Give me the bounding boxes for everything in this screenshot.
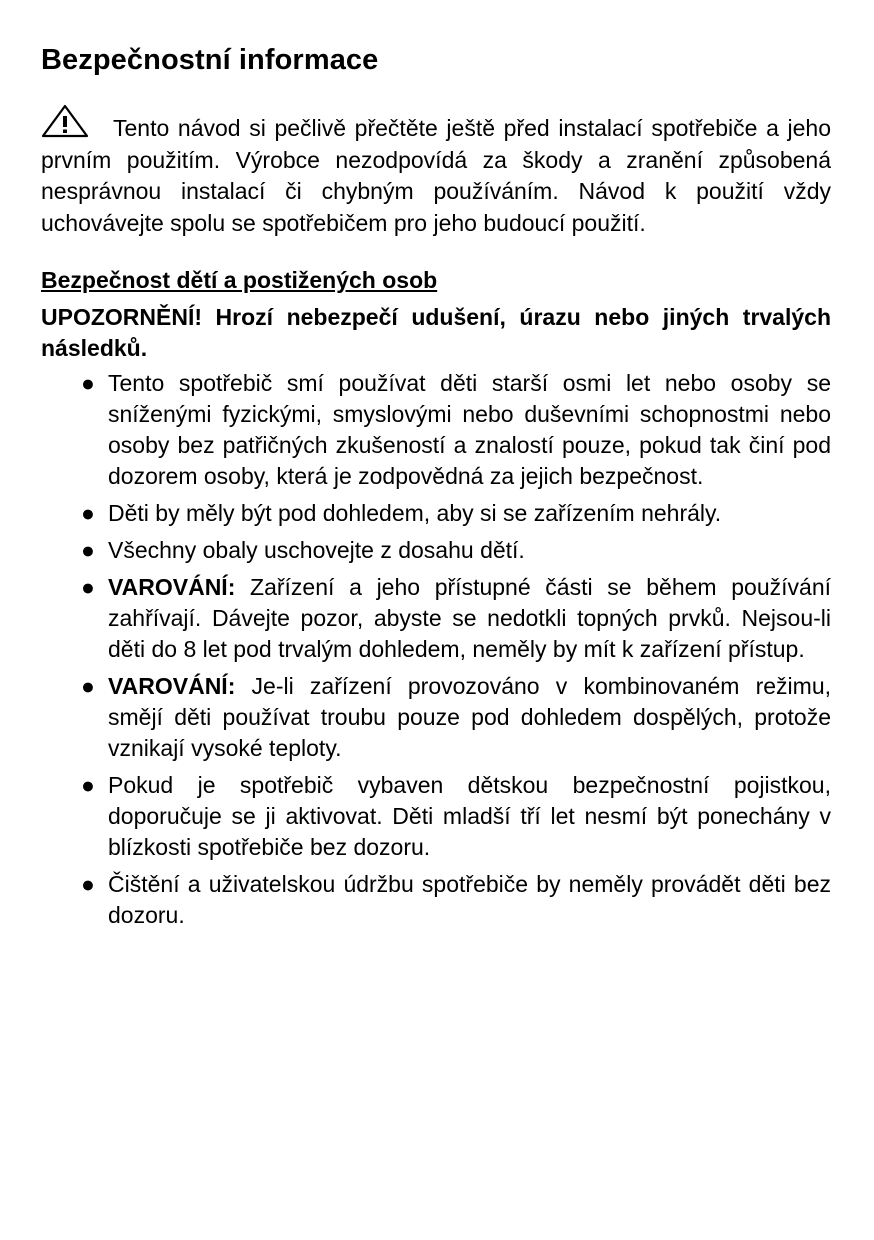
list-item-text: Děti by měly být pod dohledem, aby si se zařízením nehrály.: [108, 500, 722, 526]
bullet-icon: ●: [81, 673, 95, 699]
list-item-text: Zařízení a jeho přístupné části se během používání zahřívají. Dávejte pozor, abyste se nedotkli topných prvků. Nejsou-li děti do 8 let pod trvalým dohledem, neměly by mít k zařízení přístup.: [108, 574, 831, 662]
bullet-icon: ●: [81, 370, 95, 396]
list-item: [41, 869, 831, 931]
bullet-icon: ●: [81, 537, 95, 563]
list-item: [41, 572, 831, 665]
list-item-text: Pokud je spotřebič vybaven dětskou bezpečnostní pojistkou, doporučuje se ji aktivovat. Děti mladší tří let nesmí být ponechány v blízkosti spotřebiče bez dozoru.: [108, 772, 831, 860]
list-item-text: Všechny obaly uschovejte z dosahu dětí.: [108, 537, 525, 563]
intro-paragraph: [41, 104, 831, 239]
list-item: [41, 770, 831, 863]
section-title: Bezpečnostní informace: [41, 44, 379, 76]
bullet-icon: ●: [81, 871, 95, 897]
bullet-icon: ●: [81, 772, 95, 798]
caution-notice: UPOZORNĚNÍ! Hrozí nebezpečí udušení, úrazu nebo jiných trvalých následků.: [41, 304, 831, 361]
list-item-lead: VAROVÁNÍ:: [108, 673, 236, 699]
list-item-text: Čištění a uživatelskou údržbu spotřebiče by neměly provádět děti bez dozoru.: [108, 871, 831, 928]
warning-triangle-icon: [41, 104, 89, 138]
list-item-text: Je-li zařízení provozováno v kombinovaném režimu, smějí děti používat troubu pouze pod dohledem dospělých, protože vznikají vysoké teploty.: [108, 673, 831, 761]
list-item-text: Tento spotřebič smí používat děti starší osmi let nebo osoby se sníženými fyzickými, smyslovými nebo duševními schopnostmi nebo osoby bez patřičných zkušeností a znalostí pouze, pokud tak činí pod dozorem osoby, která je zodpovědná za jejich bezpečnost.: [108, 370, 831, 489]
bullet-icon: ●: [81, 500, 95, 526]
list-item: [41, 498, 831, 529]
document-page: [41, 40, 831, 937]
bullet-icon: ●: [81, 574, 95, 600]
subsection-title: Bezpečnost dětí a postižených osob: [41, 267, 438, 293]
list-item: [41, 368, 831, 492]
list-item: [41, 671, 831, 764]
list-item: [41, 535, 831, 566]
list-item-lead: VAROVÁNÍ:: [108, 574, 236, 600]
safety-list: [41, 368, 831, 931]
intro-text: Tento návod si pečlivě přečtěte ještě před instalací spotřebiče a jeho prvním použitím. Výrobce nezodpovídá za škody a zranění způsobená nesprávnou instalací či chybným používáním. Návod k použití vždy uchovávejte spolu se spotřebičem pro jeho budoucí použití.: [41, 115, 831, 236]
